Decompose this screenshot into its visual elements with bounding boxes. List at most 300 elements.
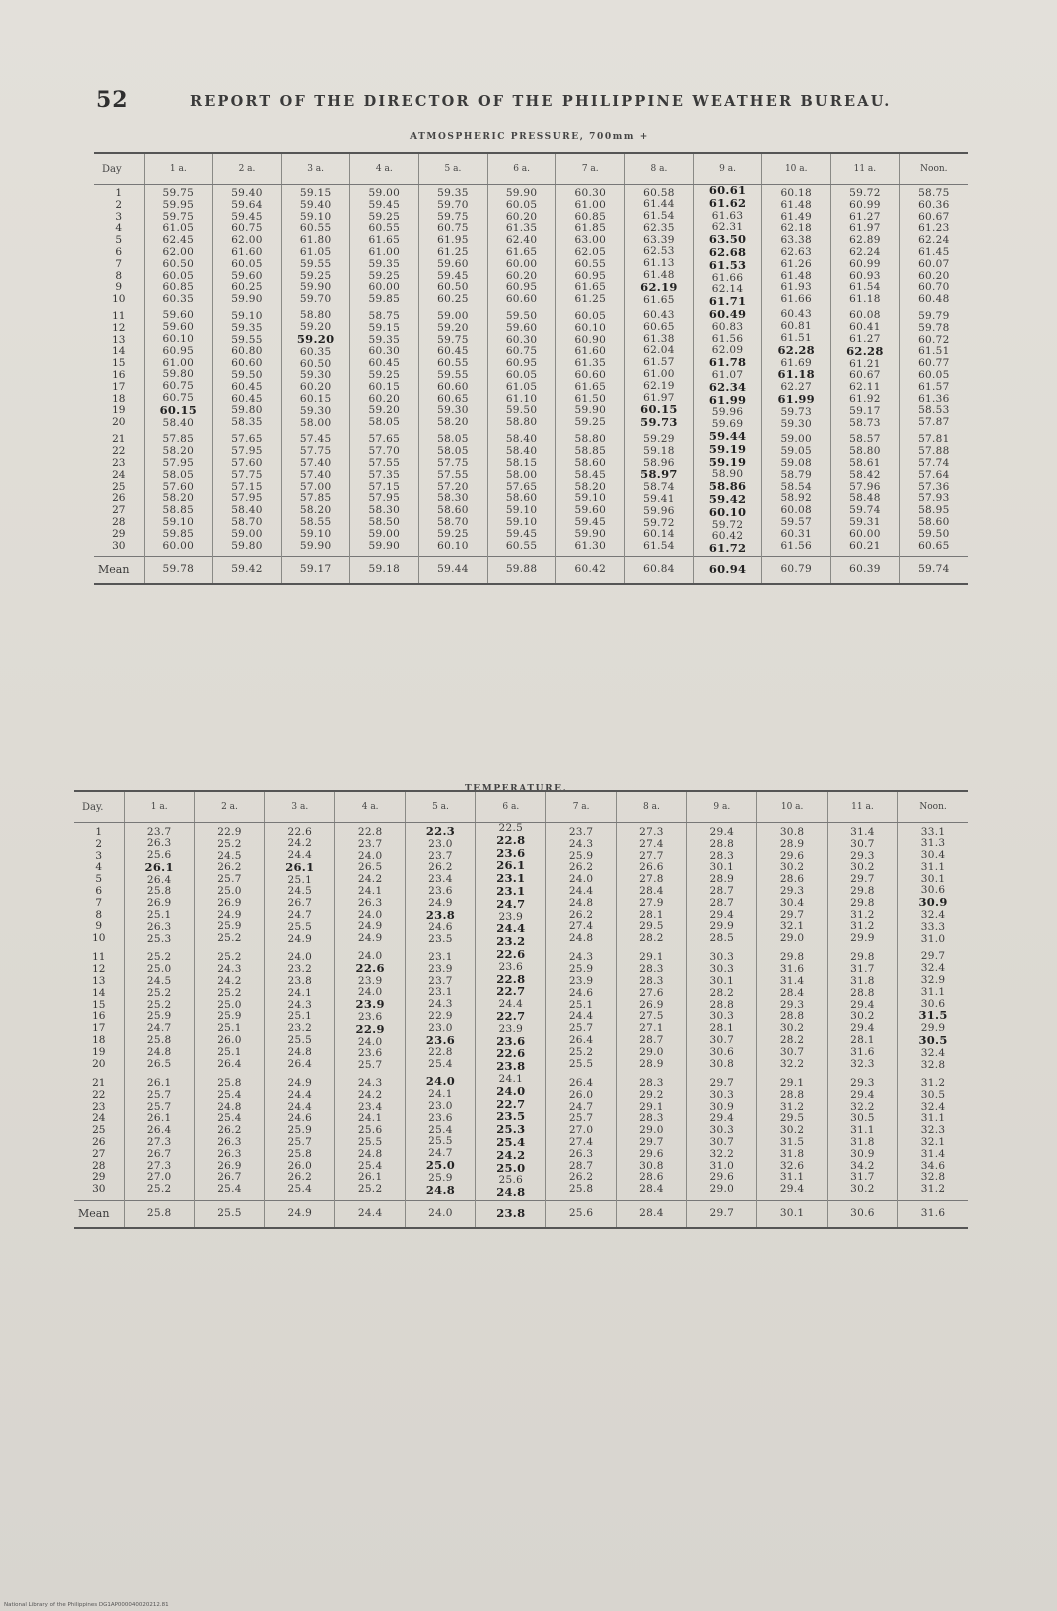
table-value: 29.8	[850, 884, 875, 897]
day-number: 14	[112, 345, 126, 358]
table-value: 29.7	[850, 873, 875, 886]
table-value: 24.2	[287, 837, 313, 850]
table-value: 27.3	[146, 1135, 172, 1148]
table-value: 26.9	[146, 897, 172, 910]
table-value: 24.7	[287, 909, 313, 922]
table-value: 28.4	[639, 1183, 664, 1196]
table-value: 23.2	[287, 1022, 313, 1035]
table-value: 62.28	[777, 342, 815, 357]
table-value: 26.4	[146, 873, 172, 886]
table-value: 22.7	[496, 1008, 526, 1023]
table-value: 23.6	[425, 1032, 456, 1047]
hourly-value-cell	[827, 1074, 897, 1200]
mean-value-cell	[335, 1200, 405, 1228]
table-value: 58.48	[849, 492, 881, 505]
table-value: 58.80	[849, 445, 881, 458]
table-value: 22.6	[355, 960, 385, 975]
table-value: 29.4	[709, 1112, 735, 1125]
table-value: 61.66	[780, 293, 813, 306]
table-value: 28.8	[779, 1010, 805, 1023]
table-value: 25.7	[146, 1088, 172, 1101]
table-value: 61.00	[368, 245, 401, 258]
table-value: 59.10	[574, 492, 607, 505]
mean-value-cell	[625, 556, 694, 584]
table-value: 59.80	[231, 539, 263, 552]
table-value: 29.7	[639, 1135, 664, 1148]
table-value: 23.1	[496, 883, 526, 898]
table-value: 58.53	[918, 404, 950, 417]
table-value: 24.9	[357, 932, 383, 945]
hourly-value-cell	[281, 431, 350, 556]
table-value: 58.74	[643, 481, 675, 494]
table-value: 57.85	[162, 433, 195, 446]
table-value: 25.4	[428, 1058, 453, 1071]
table-value: 63.39	[643, 233, 675, 246]
table-value: 59.80	[162, 368, 195, 381]
table-value: 24.2	[357, 873, 383, 886]
day-number: 18	[92, 1034, 106, 1047]
table-value: 23.9	[498, 910, 524, 923]
table-value: 30.5	[918, 1033, 948, 1048]
hourly-value-cell	[419, 185, 488, 309]
table-value: 61.10	[505, 392, 538, 405]
mean-value-cell	[265, 1200, 335, 1228]
table-value: 60.30	[368, 345, 401, 358]
table-value: 25.5	[428, 1135, 453, 1148]
table-value: 61.00	[574, 198, 607, 211]
table-value: 58.75	[918, 187, 950, 199]
day-number: 11	[92, 951, 106, 964]
table-value: 26.9	[217, 896, 242, 909]
table-value: 26.5	[146, 1057, 172, 1070]
table-value: 26.0	[217, 1034, 242, 1047]
table-value: 61.30	[574, 539, 607, 552]
table-value: 57.55	[437, 468, 469, 481]
table-value: 60.45	[231, 380, 263, 393]
table-value: 59.45	[574, 516, 607, 529]
table-value: 59.30	[780, 417, 813, 430]
table-value: 60.42	[711, 530, 744, 543]
table-value: 27.0	[568, 1124, 594, 1137]
table-value: 23.8	[287, 975, 313, 988]
page-number: 52	[96, 87, 129, 113]
mean-value: 59.74	[918, 563, 950, 575]
table-value: 59.72	[711, 518, 744, 531]
table-value: 60.45	[368, 357, 401, 370]
hourly-value-cell	[281, 185, 350, 309]
day-column-header: Day	[94, 153, 144, 185]
table-value: 32.4	[920, 909, 946, 922]
table-value: 22.7	[496, 1096, 526, 1111]
table-value: 62.00	[231, 234, 263, 247]
table-value: 24.4	[568, 1010, 594, 1023]
table-value: 62.34	[708, 379, 747, 394]
hour-column-header: 7 a.	[556, 153, 625, 185]
table-value: 32.2	[779, 1057, 805, 1070]
temperature-table	[74, 790, 968, 1229]
table-value: 25.2	[146, 951, 172, 964]
table-value: 61.54	[849, 281, 881, 294]
table-value: 25.2	[217, 932, 242, 945]
day-number: 13	[112, 333, 126, 346]
hour-column-header: 5 a.	[419, 153, 488, 185]
table-value: 31.5	[918, 1008, 948, 1023]
table-value: 25.1	[217, 1022, 242, 1035]
table-value: 23.5	[496, 1109, 526, 1124]
table-value: 60.93	[849, 269, 881, 282]
mean-value: 59.44	[437, 563, 469, 575]
table-value: 60.95	[505, 357, 538, 370]
mean-value-cell	[405, 1200, 475, 1228]
table-value: 59.55	[231, 333, 263, 346]
table-value: 59.45	[437, 269, 469, 282]
table-value: 60.20	[299, 381, 332, 394]
table-value: 28.3	[639, 963, 664, 976]
table-value: 60.20	[505, 210, 538, 223]
hourly-value-cell	[899, 309, 968, 431]
table-value: 61.72	[708, 541, 747, 556]
table-value: 27.4	[568, 920, 594, 933]
day-number-cell	[94, 309, 144, 431]
hourly-value-cell	[625, 309, 694, 431]
table-value: 29.8	[850, 896, 875, 909]
table-value: 58.40	[505, 445, 538, 458]
table-value: 59.60	[231, 269, 263, 282]
table-value: 23.5	[428, 933, 453, 946]
table-value: 59.00	[437, 309, 469, 322]
mean-value: 24.9	[287, 1207, 313, 1219]
table-value: 57.93	[918, 492, 950, 505]
table-value: 60.60	[574, 368, 607, 381]
table-value: 22.9	[217, 826, 242, 838]
table-value: 23.7	[568, 826, 594, 838]
table-value: 32.3	[850, 1057, 875, 1070]
table-value: 59.69	[711, 418, 744, 431]
table-value: 59.90	[368, 539, 401, 552]
table-value: 24.3	[568, 951, 594, 964]
table-value: 58.45	[574, 468, 607, 481]
mean-label: Mean	[94, 556, 144, 584]
table-value: 58.50	[368, 516, 401, 529]
table-value: 22.7	[496, 984, 526, 999]
table-value: 57.65	[368, 433, 401, 446]
table-value: 59.08	[780, 457, 813, 470]
hourly-value-cell	[556, 431, 625, 556]
table-value: 58.05	[437, 433, 469, 446]
table-value: 60.10	[708, 504, 747, 519]
table-value: 29.9	[920, 1022, 946, 1035]
day-number: 1	[115, 187, 123, 199]
table-value: 31.8	[850, 1135, 875, 1148]
table-value: 22.8	[357, 826, 383, 838]
table-value: 59.50	[505, 309, 538, 322]
table-value: 25.1	[146, 909, 172, 922]
hourly-value-cell	[757, 949, 827, 1074]
hourly-value-cell	[350, 185, 419, 309]
hour-column-header: 8 a.	[625, 153, 694, 185]
table-value: 58.85	[162, 504, 195, 517]
table-value: 59.10	[299, 527, 332, 540]
table-value: 24.6	[287, 1112, 313, 1125]
mean-value: 30.1	[779, 1207, 805, 1219]
table-value: 29.6	[779, 849, 805, 862]
table-value: 30.2	[850, 861, 875, 874]
hourly-value-cell	[476, 1074, 546, 1200]
table-value: 59.60	[505, 321, 538, 334]
table-value: 29.1	[639, 951, 664, 964]
table-value: 27.0	[146, 1171, 172, 1184]
table-value: 26.1	[285, 859, 315, 874]
day-number-cell	[94, 185, 144, 309]
table-value: 58.75	[368, 309, 401, 322]
day-number: 2	[115, 198, 123, 211]
table-value: 60.95	[162, 344, 195, 357]
mean-value: 31.6	[920, 1207, 946, 1219]
table-value: 29.3	[850, 1076, 875, 1089]
table-value: 29.6	[709, 1171, 735, 1184]
day-number: 29	[112, 527, 126, 540]
mean-value-cell	[762, 556, 831, 584]
mean-value-cell	[556, 556, 625, 584]
table-value: 30.3	[709, 1088, 735, 1101]
table-value: 59.96	[711, 406, 744, 419]
day-number: 6	[95, 884, 103, 897]
table-value: 60.70	[918, 281, 950, 294]
table-value: 25.6	[498, 1174, 524, 1187]
table-value: 31.1	[779, 1171, 805, 1184]
table-value: 22.6	[287, 825, 313, 838]
table-value: 22.9	[355, 1021, 385, 1036]
table-value: 30.3	[709, 1010, 735, 1023]
table-value: 29.6	[639, 1147, 664, 1160]
table-value: 62.31	[711, 221, 744, 234]
mean-label: Mean	[74, 1200, 124, 1228]
table-value: 61.21	[849, 357, 881, 370]
day-number: 20	[92, 1057, 106, 1070]
table-value: 59.80	[231, 404, 263, 417]
day-number: 16	[92, 1010, 106, 1023]
table-value: 59.35	[368, 257, 401, 270]
table-value: 59.45	[505, 527, 538, 540]
table-value: 28.4	[779, 986, 805, 999]
table-value: 57.65	[505, 480, 538, 493]
table-value: 61.54	[643, 210, 675, 223]
table-value: 58.80	[299, 309, 332, 322]
hour-column-header: 7 a.	[546, 791, 616, 823]
table-value: 26.9	[217, 1159, 242, 1172]
mean-value: 25.5	[217, 1207, 242, 1219]
table-value: 60.18	[780, 187, 813, 199]
table-value: 25.5	[568, 1057, 594, 1070]
table-value: 61.97	[643, 391, 675, 404]
table-value: 25.7	[568, 1022, 594, 1035]
table-value: 28.3	[639, 1112, 664, 1125]
table-value: 59.20	[437, 321, 469, 334]
table-value: 58.30	[437, 492, 469, 505]
mean-value-cell	[831, 556, 900, 584]
table-value: 27.7	[639, 849, 664, 862]
table-value: 26.9	[639, 998, 664, 1011]
mean-value: 59.18	[368, 563, 401, 575]
mean-value: 25.8	[146, 1207, 172, 1219]
table-value: 60.67	[918, 210, 950, 223]
mean-value: 59.78	[162, 563, 195, 575]
table-value: 26.1	[146, 1076, 172, 1089]
table-value: 62.27	[780, 381, 813, 394]
hourly-value-cell	[124, 949, 194, 1074]
hourly-value-cell	[265, 823, 335, 949]
hourly-value-cell	[265, 949, 335, 1074]
mean-value-cell	[124, 1200, 194, 1228]
table-value: 59.25	[574, 416, 607, 429]
mean-value-cell	[687, 1200, 757, 1228]
table-value: 30.3	[709, 1124, 735, 1137]
day-number: 16	[112, 368, 126, 381]
table-value: 59.55	[299, 257, 332, 270]
table-value: 59.60	[437, 257, 469, 270]
table-value: 62.45	[162, 234, 195, 247]
table-value: 23.6	[496, 1033, 526, 1048]
table-value: 27.4	[639, 837, 664, 850]
table-value: 60.58	[643, 186, 675, 199]
mean-value-cell	[546, 1200, 616, 1228]
table-value: 29.4	[779, 1183, 805, 1196]
table-value: 59.25	[437, 527, 469, 540]
table-value: 57.95	[162, 457, 195, 470]
table-value: 24.5	[287, 885, 313, 898]
table-value: 59.41	[643, 492, 675, 505]
table-value: 24.0	[357, 949, 383, 962]
table-value: 31.2	[920, 1183, 946, 1196]
hourly-value-cell	[616, 1074, 686, 1200]
table-value: 58.05	[437, 445, 469, 458]
hourly-value-cell	[476, 946, 546, 1074]
table-value: 60.55	[505, 539, 538, 552]
table-value: 57.40	[299, 468, 332, 481]
table-value: 62.89	[849, 234, 881, 247]
table-value: 59.17	[849, 404, 881, 417]
hourly-value-cell	[827, 823, 897, 949]
table-value: 24.4	[287, 1088, 313, 1101]
table-value: 27.3	[639, 826, 664, 838]
table-value: 59.30	[299, 369, 332, 382]
table-value: 59.70	[437, 198, 469, 211]
hourly-value-cell	[144, 185, 213, 309]
table-value: 27.4	[568, 1135, 594, 1148]
table-value: 61.93	[780, 281, 813, 294]
table-value: 30.8	[779, 826, 805, 838]
table-value: 25.1	[287, 1010, 313, 1023]
table-value: 58.20	[437, 416, 469, 429]
table-value: 59.90	[231, 293, 263, 306]
table-value: 59.60	[574, 504, 607, 517]
table-value: 26.2	[217, 861, 242, 874]
table-value: 60.65	[643, 320, 675, 333]
table-value: 62.24	[849, 245, 881, 258]
day-number: 27	[112, 504, 126, 517]
table-value: 25.5	[287, 920, 313, 933]
hourly-value-cell	[487, 185, 556, 309]
table-value: 60.45	[231, 392, 263, 405]
table-value: 24.4	[496, 921, 526, 936]
table-value: 57.85	[299, 492, 332, 505]
table-value: 31.4	[920, 1147, 946, 1160]
day-number: 26	[92, 1135, 106, 1148]
table-value: 59.44	[708, 428, 747, 443]
table-value: 57.70	[368, 445, 401, 458]
table-value: 24.0	[287, 951, 313, 964]
hour-column-header: Noon.	[898, 791, 968, 823]
table-value: 60.05	[231, 257, 263, 270]
table-value: 31.5	[779, 1135, 805, 1148]
day-number-cell	[94, 431, 144, 556]
day-number: 21	[112, 433, 126, 446]
mean-value: 60.79	[780, 563, 813, 575]
hour-column-header: 1 a.	[124, 791, 194, 823]
table-value: 30.7	[709, 1135, 735, 1148]
mean-value-cell	[827, 1200, 897, 1228]
table-value: 24.4	[568, 884, 594, 897]
table-value: 61.54	[643, 540, 675, 553]
mean-value: 60.39	[849, 563, 881, 575]
table-value: 60.43	[643, 308, 675, 321]
table-value: 26.3	[217, 1135, 242, 1148]
table-value: 61.65	[643, 293, 675, 306]
table-value: 25.5	[287, 1034, 313, 1047]
table-value: 25.9	[217, 920, 242, 933]
day-number: 11	[112, 309, 126, 322]
table-value: 61.13	[643, 257, 675, 270]
table-value: 58.61	[849, 457, 881, 470]
hour-column-header: 9 a.	[693, 153, 762, 185]
hour-column-header: 6 a.	[487, 153, 556, 185]
table-value: 58.40	[231, 504, 263, 517]
hourly-value-cell	[194, 1074, 264, 1200]
table-value: 22.8	[496, 971, 526, 986]
table-value: 59.31	[849, 516, 881, 529]
table-value: 29.0	[709, 1183, 735, 1196]
table-value: 25.8	[146, 885, 172, 898]
hourly-value-cell	[556, 309, 625, 431]
table-value: 60.55	[437, 357, 469, 370]
table-value: 57.60	[231, 457, 263, 470]
table-value: 61.69	[780, 356, 813, 369]
table-value: 32.1	[779, 920, 805, 933]
table-value: 57.96	[849, 480, 881, 493]
table-value: 25.2	[146, 1183, 172, 1196]
table-value: 61.36	[918, 392, 950, 405]
mean-value: 24.0	[428, 1207, 453, 1219]
table-value: 32.2	[850, 1100, 875, 1113]
day-number: 13	[92, 975, 106, 988]
table-value: 29.4	[850, 1022, 875, 1035]
day-number: 15	[92, 998, 106, 1011]
table-value: 61.05	[162, 222, 195, 235]
table-value: 60.05	[918, 368, 950, 381]
table-value: 24.0	[357, 1035, 383, 1048]
table-value: 58.20	[162, 492, 195, 505]
table-value: 29.7	[779, 908, 805, 921]
day-number: 23	[92, 1100, 106, 1113]
table-value: 59.79	[918, 309, 950, 322]
table-value: 58.00	[299, 416, 332, 429]
table-value: 57.60	[162, 480, 195, 493]
table-value: 59.74	[849, 504, 881, 517]
ten-day-block	[94, 431, 968, 556]
table-value: 30.9	[918, 895, 948, 910]
table-value: 62.18	[780, 222, 813, 235]
table-value: 24.2	[496, 1147, 526, 1162]
